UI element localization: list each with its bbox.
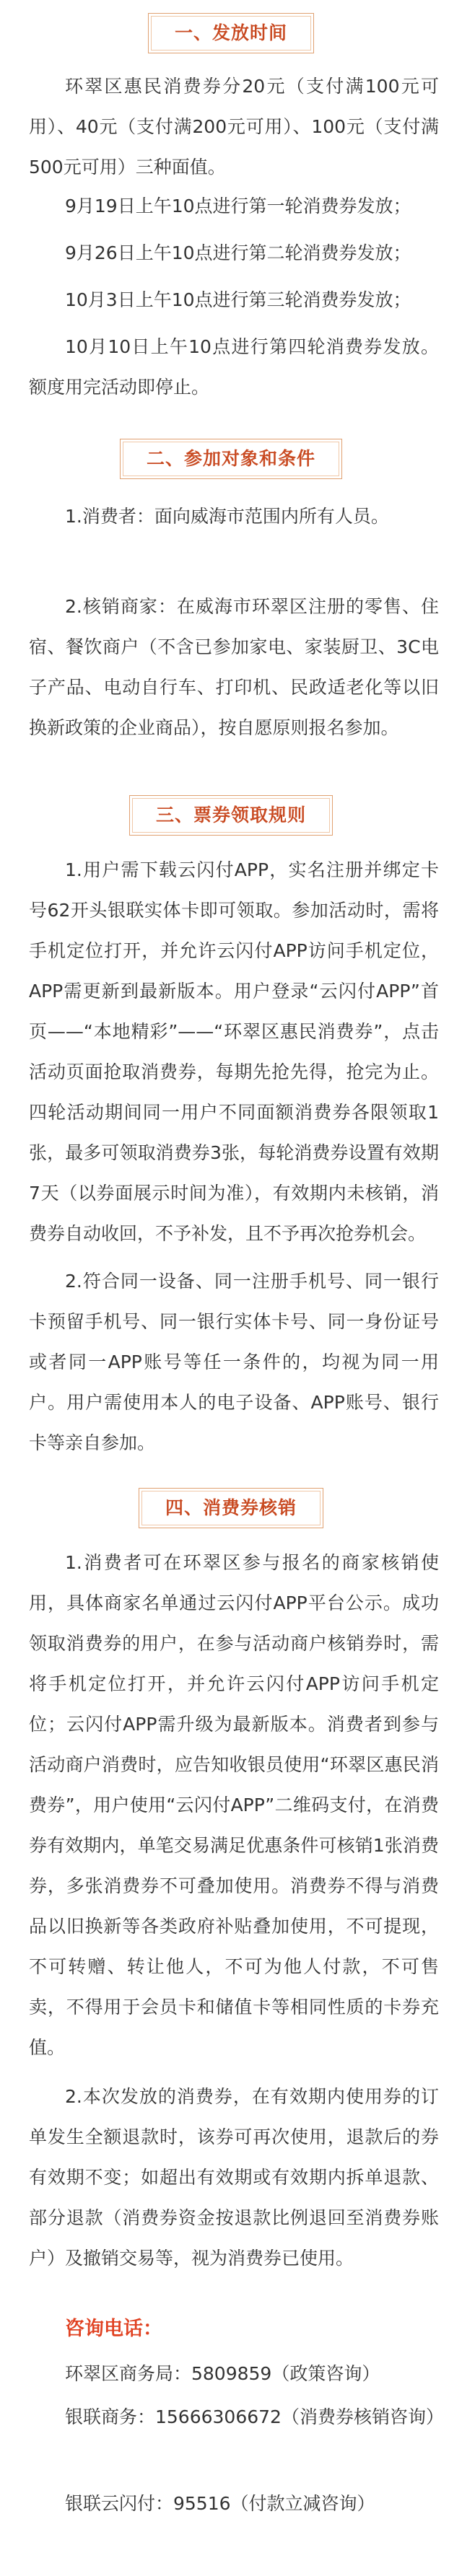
section-title-claim-rules: 三、票券领取规则 — [129, 795, 333, 836]
paragraph-same-user: 2.符合同一设备、同一注册手机号、同一银行卡预留手机号、同一银行实体卡号、同一身份证号或者同一APP账号等任一条件的，均视为同一用户。用户需使用本人的电子设备、APP账号、银行卡等亲自参加。 — [29, 1271, 439, 1453]
paragraph-consumers: 1.消费者：面向威海市范围内所有人员。 — [65, 506, 389, 527]
paragraph-round-1: 9月19日上午10点进行第一轮消费券发放； — [65, 196, 411, 216]
paragraph-claim-process: 1.用户需下载云闪付APP，实名注册并绑定卡号62开头银联实体卡即可领取。参加活动时，需将手机定位打开，并允许云闪付APP访问手机定位，APP需更新到最新版本。用户登录“云闪付APP”首页——“本地精彩”——“环翠区惠民消费券”，点击活动页面抢取消费券，每期先抢先得，抢完为止。四轮活动期间同一用户不同面额消费券各限领取1张，最多可领取消费券3张，每轮消费券设置有效期7天（以券面展示时间为准），有效期内未核销，消费券自动收回，不予补发，且不予再次抢券机会。 — [29, 859, 439, 1244]
paragraph-merchants: 2.核销商家：在威海市环翠区注册的零售、住宿、餐饮商户（不含已参加家电、家装厨卫、3C电子产品、电动自行车、打印机、民政适老化等以旧换新政策的企业商品），按自愿原则报名参加。 — [29, 596, 439, 738]
section-title-redemption: 四、消费券核销 — [139, 1488, 323, 1528]
paragraph-refund-rules: 2.本次发放的消费券，在有效期内使用券的订单发生全额退款时，该券可再次使用，退款后的券有效期不变；如超出有效期或有效期内拆单退款、部分退款（消费券资金按退款比例退回至消费券账户）及撤销交易等，视为消费券已使用。 — [29, 2086, 439, 2269]
paragraph-face-values: 环翠区惠民消费券分20元（支付满100元可用）、40元（支付满200元可用）、100元（支付满500元可用）三种面值。 — [29, 76, 439, 178]
section-title-issue-time: 一、发放时间 — [148, 13, 314, 53]
contact-line-commerce-bureau: 环翠区商务局：5809859（政策咨询） — [65, 2363, 380, 2384]
contact-line-unionpay-merchant: 银联商务：15666306672（消费券核销咨询） — [65, 2406, 444, 2427]
paragraph-round-2: 9月26日上午10点进行第二轮消费券发放； — [65, 242, 411, 263]
paragraph-round-4: 10月10日上午10点进行第四轮消费券发放。额度用完活动即停止。 — [29, 336, 439, 398]
paragraph-round-3: 10月3日上午10点进行第三轮消费券发放； — [65, 289, 411, 310]
contact-title: 咨询电话： — [65, 2318, 162, 2340]
section-title-eligibility: 二、参加对象和条件 — [120, 439, 342, 479]
paragraph-redemption-rules: 1.消费者可在环翠区参与报名的商家核销使用，具体商家名单通过云闪付APP平台公示。成功领取消费券的用户，在参与活动商户核销券时，需将手机定位打开，并允许云闪付APP访问手机定位；云闪付APP需升级为最新版本。消费者到参与活动商户消费时，应告知收银员使用“环翠区惠民消费券”，用户使用“云闪付APP”二维码支付，在消费券有效期内，单笔交易满足优惠条件可核销1张消费券，多张消费券不可叠加使用。消费券不得与消费品以旧换新等各类政府补贴叠加使用，不可提现，不可转赠、转让他人，不可为他人付款，不可售卖，不得用于会员卡和储值卡等相同性质的卡券充值。 — [29, 1552, 439, 2058]
contact-line-unionpay-quickpass: 银联云闪付：95516（付款立减咨询） — [65, 2493, 375, 2514]
